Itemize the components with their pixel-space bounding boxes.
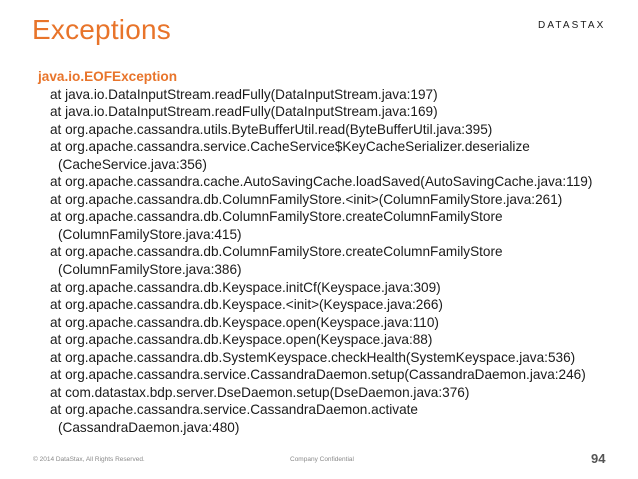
footer-copyright: © 2014 DataStax, All Rights Reserved. bbox=[33, 456, 145, 463]
stack-trace-line: at org.apache.cassandra.utils.ByteBufferUtil.read(ByteBufferUtil.java:395) bbox=[50, 121, 493, 137]
stack-trace-line: at org.apache.cassandra.db.ColumnFamilyStore.<init>(ColumnFamilyStore.java:261) bbox=[50, 191, 563, 207]
page-number: 94 bbox=[591, 451, 606, 466]
slide-title: Exceptions bbox=[32, 14, 171, 45]
stack-trace-line: at org.apache.cassandra.service.CacheService$KeyCacheSerializer.deserialize bbox=[50, 139, 530, 155]
stack-trace-line: at org.apache.cassandra.db.ColumnFamilyStore.createColumnFamilyStore bbox=[50, 209, 503, 225]
stack-trace-line: at org.apache.cassandra.db.Keyspace.<init>(Keyspace.java:266) bbox=[50, 297, 443, 313]
exception-body bbox=[38, 68, 628, 436]
stack-trace-line: at org.apache.cassandra.db.Keyspace.open(Keyspace.java:110) bbox=[50, 314, 439, 330]
stack-trace-continuation: (ColumnFamilyStore.java:386) bbox=[58, 262, 242, 278]
svg-text:DATASTAX: DATASTAX bbox=[538, 20, 606, 31]
stack-trace-line: at org.apache.cassandra.db.ColumnFamilyStore.createColumnFamilyStore bbox=[50, 244, 503, 260]
stack-trace-line: at org.apache.cassandra.service.CassandraDaemon.activate bbox=[50, 402, 418, 418]
stack-trace bbox=[38, 86, 628, 437]
stack-trace-line: at java.io.DataInputStream.readFully(DataInputStream.java:169) bbox=[50, 104, 438, 120]
stack-trace-continuation: (ColumnFamilyStore.java:415) bbox=[58, 226, 242, 242]
stack-trace-line: at org.apache.cassandra.db.Keyspace.open(Keyspace.java:88) bbox=[50, 332, 433, 348]
stack-trace-line: at org.apache.cassandra.service.CassandraDaemon.setup(CassandraDaemon.java:246) bbox=[50, 367, 586, 383]
stack-trace-continuation: (CacheService.java:356) bbox=[58, 156, 207, 172]
stack-trace-line: at java.io.DataInputStream.readFully(DataInputStream.java:197) bbox=[50, 86, 438, 102]
stack-trace-line: at org.apache.cassandra.db.Keyspace.initCf(Keyspace.java:309) bbox=[50, 279, 441, 295]
footer-confidential: Company Confidential bbox=[290, 456, 354, 463]
stack-trace-line: at org.apache.cassandra.cache.AutoSavingCache.loadSaved(AutoSavingCache.java:119) bbox=[50, 174, 593, 190]
stack-trace-line: at org.apache.cassandra.db.SystemKeyspace.checkHealth(SystemKeyspace.java:536) bbox=[50, 349, 576, 365]
exception-heading: java.io.EOFException bbox=[38, 69, 177, 84]
datastax-logo bbox=[538, 17, 624, 31]
stack-trace-continuation: (CassandraDaemon.java:480) bbox=[58, 419, 240, 435]
stack-trace-line: at com.datastax.bdp.server.DseDaemon.setup(DseDaemon.java:376) bbox=[50, 384, 470, 400]
datastax-logo-icon bbox=[538, 17, 624, 31]
